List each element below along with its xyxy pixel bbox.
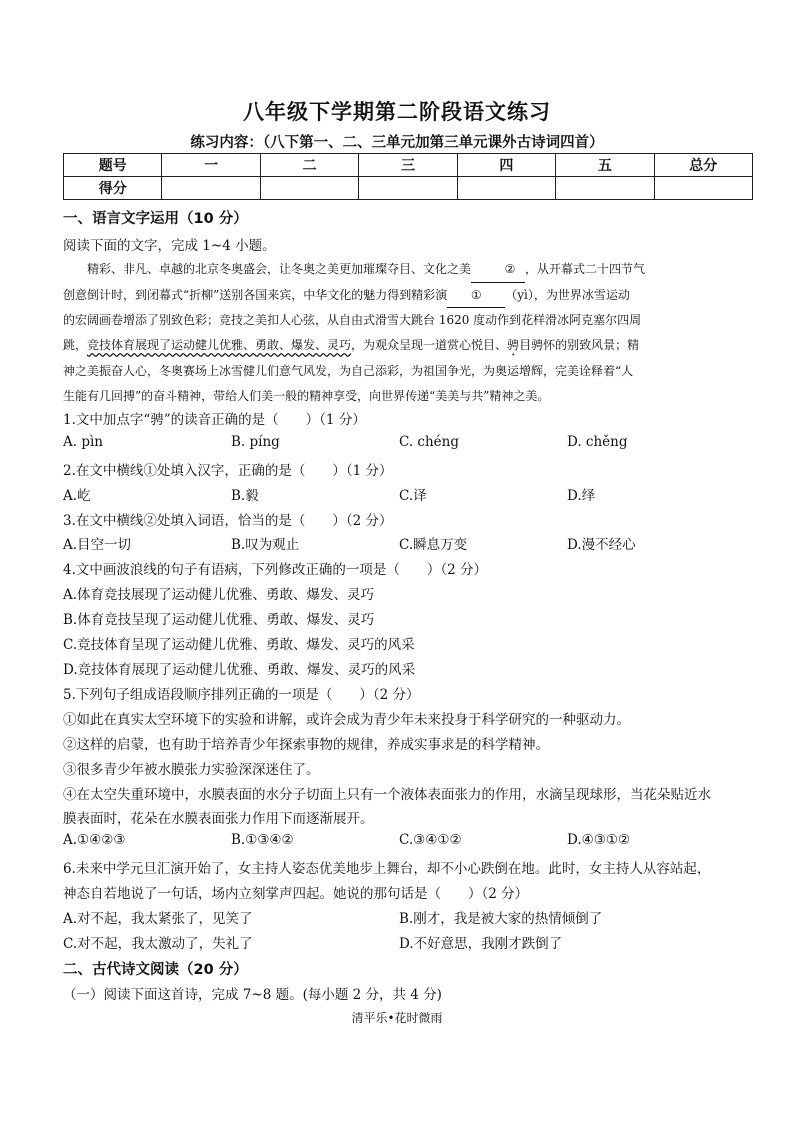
option-a[interactable]: A.目空一切 [63,537,132,553]
score-input-cell[interactable] [162,177,260,200]
score-input-cell[interactable] [359,177,457,200]
table-cell: 得分 [64,177,162,200]
sentence-2: ②这样的启蒙，也有助于培养青少年探索事物的规律，养成实事求是的科学精神。 [63,737,549,753]
option-d[interactable]: D.④③①② [567,832,631,848]
option-d[interactable]: D. chěng [567,434,628,450]
instruction: 阅读下面的文字，完成 1~4 小题。 [63,238,276,254]
option-d[interactable]: D.漫不经心 [567,537,636,553]
passage-text: 生能有几回搏”的奋斗精神，带给人们美一般的精神享受，向世界传递“美美与共”精神之美。 [63,388,550,403]
table-cell: 五 [556,154,654,177]
question-1-stem: 1.文中加点字“骋”的读音正确的是（ ）（1 分） [63,412,366,428]
option-b[interactable]: B.体育竞技呈现了运动健儿优雅、勇敢、爆发、灵巧 [63,612,375,628]
question-6-stem-cont: 神态自若地说了一句话，场内立刻掌声四起。她说的那句话是（ ）（2 分） [63,886,529,902]
passage-text: （yì），为世界冰雪运动 [505,287,630,302]
passage-text: 的宏阔画卷增添了别致色彩；竞技之美扣人心弦，从自由式滑雪大跳台 1620 度动作到花样滑冰阿克塞尔四周 [63,313,642,328]
table-cell: 三 [359,154,457,177]
option-d[interactable]: D.竞技体育展现了运动健儿优雅、勇敢、爆发、灵巧的风采 [63,662,416,678]
score-input-cell[interactable] [556,177,654,200]
option-c[interactable]: C.③④①② [399,832,462,848]
score-table [63,153,753,200]
dotted-character: 骋 [507,338,520,353]
section-heading: 二、古代诗文阅读（20 分） [63,962,248,978]
table-row [64,154,753,177]
table-cell: 二 [260,154,358,177]
option-c[interactable]: C. chéng [399,434,460,450]
question-4-stem: 4.文中画波浪线的句子有语病，下列修改正确的一项是（ ）（2 分） [63,562,488,578]
table-row [64,177,753,200]
subsection-instruction: （一）阅读下面这首诗，完成 7~8 题。(每小题 2 分，共 4 分) [63,987,442,1003]
option-b[interactable]: B.叹为观止 [231,537,300,553]
option-c[interactable]: C.对不起，我太激动了，失礼了 [63,936,253,952]
question-6-stem: 6.未来中学元旦汇演开始了，女主持人姿态优美地步上舞台，却不小心跌倒在地。此时，女主持人从容站起， [63,861,711,877]
sentence-1: ①如此在真实太空环境下的实验和讲解，或许会成为青少年未来投身于科学研究的一种驱动力。 [63,712,630,728]
option-b[interactable]: B. píng [231,434,280,450]
option-d[interactable]: D.不好意思，我刚才跌倒了 [399,936,563,952]
passage-text: ，从开幕式二十四节气 [525,262,646,276]
passage-text: 跳， [63,338,88,353]
passage-text: 精彩、非凡、卓越的北京冬奥盛会，让冬奥之美更加璀璨夺目、文化之美 [87,262,472,276]
question-5-stem: 5.下列句子组成语段顺序排列正确的一项是（ ）（2 分） [63,687,420,703]
table-cell: 四 [457,154,555,177]
sentence-3: ③很多青少年被水膜张力实验深深迷住了。 [63,762,320,778]
blank-2: ② [471,257,525,283]
table-cell: 题号 [64,154,162,177]
score-input-cell[interactable] [260,177,358,200]
passage-text: ，为观众呈现一道赏心悦目、 [351,338,508,353]
blank-1: ① [447,283,505,309]
option-b[interactable]: B.毅 [231,488,259,504]
poem-title: 清平乐•花时微雨 [351,1011,443,1025]
table-cell: 总分 [654,154,752,177]
wavy-underlined-sentence: 竞技体育展现了运动健儿优雅、勇敢、爆发、灵巧 [87,338,352,353]
option-a[interactable]: A.屹 [63,488,91,504]
option-a[interactable]: A.体育竞技展现了运动健儿优雅、勇敢、爆发、灵巧 [63,587,375,603]
option-b[interactable]: B.①③④② [231,832,294,848]
passage-text: 神之美振奋人心，冬奥赛场上冰雪健儿们意气风发，为自己添彩，为祖国争光，为奥运增辉，完美诠释着“人 [63,364,634,379]
option-a[interactable]: A.①④②③ [63,832,126,848]
option-b[interactable]: B.刚才，我是被大家的热情倾倒了 [399,911,603,927]
reading-passage [63,257,733,409]
sentence-4-cont: 膜表面时，花朵在水膜表面张力作用下而逐渐展开。 [63,811,374,827]
page-title: 八年级下学期第二阶段语文练习 [243,100,551,124]
option-c[interactable]: C.竞技体育呈现了运动健儿优雅、勇敢、爆发、灵巧的风采 [63,637,415,653]
option-a[interactable]: A. pìn [63,434,103,450]
question-2-stem: 2.在文中横线①处填入汉字，正确的是（ ）（1 分） [63,463,393,479]
passage-text: 创意倒计时，到闭幕式“折柳”送别各国来宾，中华文化的魅力得到精彩演 [63,287,448,302]
option-a[interactable]: A.对不起，我太紧张了，见笑了 [63,911,253,927]
section-heading: 一、语言文字运用（10 分） [63,211,248,227]
option-c[interactable]: C.译 [399,488,427,504]
sentence-4: ④在太空失重环境中，水膜表面的水分子切面上只有一个液体表面张力的作用，水滴呈现球形，当花朵贴近水 [63,787,711,803]
passage-text: 目骋怀的别致风景；精 [519,338,640,353]
question-3-stem: 3.在文中横线②处填入词语，恰当的是（ ）（2 分） [63,513,393,529]
table-cell: 一 [162,154,260,177]
option-d[interactable]: D.绎 [567,488,596,504]
option-c[interactable]: C.瞬息万变 [399,537,468,553]
page-subtitle: 练习内容：（八下第一、二、三单元加第三单元课外古诗词四首） [190,135,604,151]
score-input-cell[interactable] [654,177,752,200]
score-input-cell[interactable] [457,177,555,200]
